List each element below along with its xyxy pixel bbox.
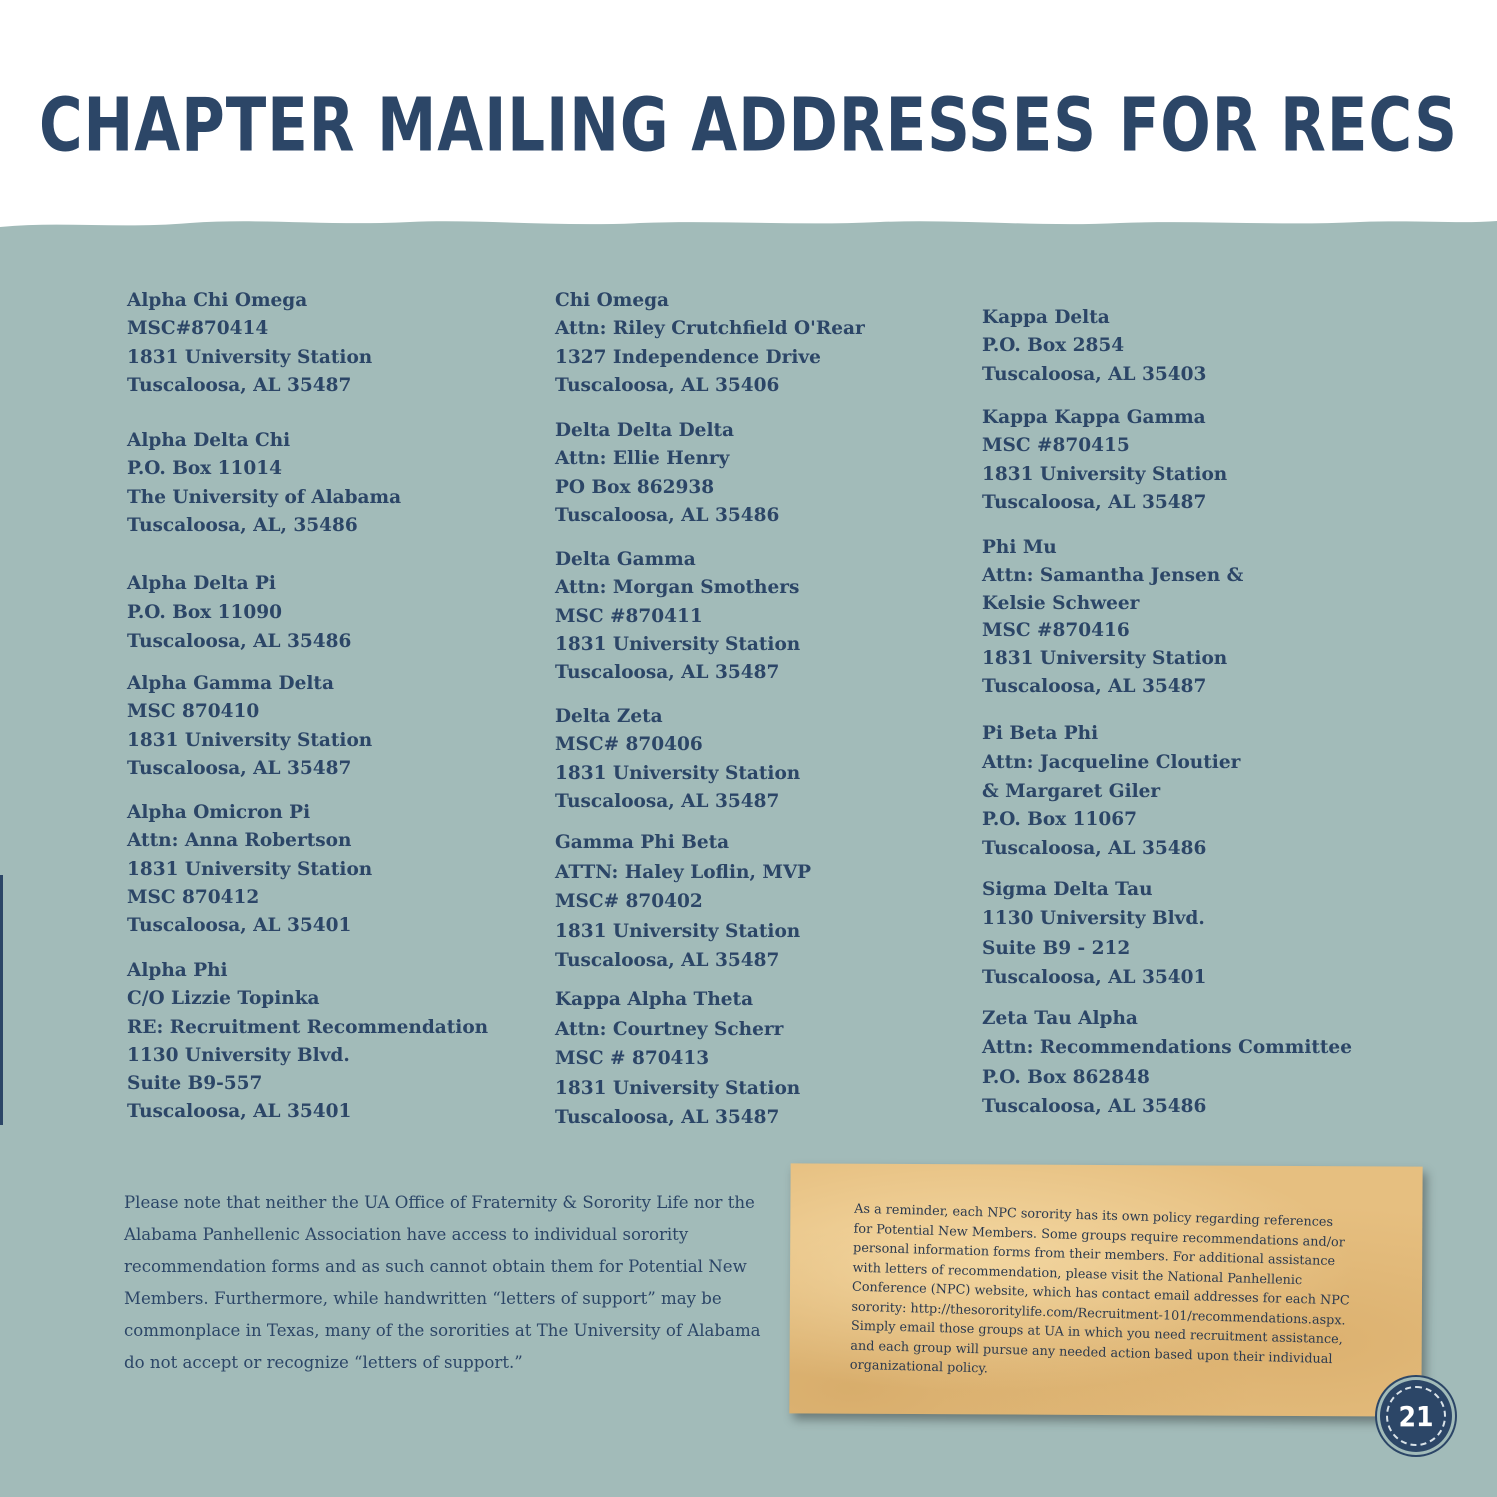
address-entry (127, 799, 372, 940)
address-entry (982, 304, 1206, 389)
address-line: Tuscaloosa, AL 35487 (555, 950, 780, 971)
address-line: Tuscaloosa, AL 35401 (127, 1101, 352, 1123)
address-line: 1831 University Station (555, 762, 801, 784)
address-line: P.O. Box 11014 (127, 458, 283, 480)
address-line: 1327 Independence Drive (555, 346, 821, 368)
address-line: C/O Lizzie Topinka (127, 988, 320, 1010)
page-number: 21 (1398, 1399, 1434, 1433)
address-line: MSC #870416 (982, 620, 1130, 642)
address-line: Tuscaloosa, AL 35487 (127, 374, 352, 396)
address-entry (555, 828, 811, 976)
address-line: 1831 University Station (555, 1077, 801, 1099)
address-line: Tuscaloosa, AL 35403 (982, 363, 1207, 385)
address-line: 1831 University Station (555, 920, 801, 942)
address-line: 1130 University Blvd. (982, 908, 1205, 930)
address-line: Kappa Kappa Gamma (982, 407, 1206, 428)
address-line: 1831 University Station (982, 648, 1228, 670)
address-line: ATTN: Haley Loflin, MVP (555, 861, 812, 883)
address-line: Tuscaloosa, AL 35487 (555, 662, 780, 684)
address-line: 1130 University Blvd. (127, 1044, 350, 1066)
reminder-paper-card (789, 1163, 1422, 1416)
address-entry (982, 534, 1243, 701)
address-line: Pi Beta Phi (982, 723, 1099, 744)
address-entry (982, 720, 1240, 864)
torn-edge-divider (0, 205, 1497, 245)
address-line: Suite B9 - 212 (982, 937, 1131, 959)
address-line: 1831 University Station (127, 858, 373, 880)
address-line: Phi Mu (982, 537, 1057, 558)
address-line: Attn: Recommendations Committee (982, 1037, 1352, 1059)
address-line: Delta Zeta (555, 706, 663, 727)
address-line: Sigma Delta Tau (982, 879, 1153, 900)
address-line: Attn: Ellie Henry (555, 448, 730, 470)
address-line: Alpha Chi Omega (127, 290, 308, 311)
address-line: Kappa Delta (982, 307, 1110, 328)
address-entry (982, 404, 1227, 517)
reminder-text: As a reminder, each NPC sorority has its own policy regarding references for Potential New Members. Some groups require recommendations and/or personal information forms from their members. For additional assistance with letters of recommendation, please visit the National Panhellenic Conference (NPC) website, which has contact email addresses for each NPC sorority: http://thesororitylife.com/Recruitment-101/recommendations.aspx. Simply email those groups at UA in which you need recruitment assistance, and each group will pursue any needed action based upon their individual organizational policy. (849, 1201, 1350, 1377)
address-line: Alpha Delta Chi (127, 430, 291, 451)
address-entry (555, 417, 779, 530)
address-line: P.O. Box 11090 (127, 602, 283, 623)
address-line: Attn: Jacqueline Cloutier (982, 751, 1241, 773)
address-entry (127, 670, 372, 783)
address-line: Attn: Riley Crutchfield O'Rear (555, 318, 865, 340)
address-line: Tuscaloosa, AL 35401 (982, 966, 1207, 988)
address-entry (127, 427, 401, 540)
address-line: Attn: Morgan Smothers (555, 577, 800, 599)
address-entry (127, 287, 372, 400)
address-entry (127, 957, 488, 1127)
address-line: MSC# 870402 (555, 891, 703, 912)
address-line: P.O. Box 2854 (982, 335, 1125, 357)
address-line: Tuscaloosa, AL 35486 (555, 504, 780, 526)
address-line: MSC #870415 (982, 435, 1130, 457)
address-line: Tuscaloosa, AL 35487 (127, 757, 352, 779)
address-line: Attn: Anna Robertson (127, 830, 352, 852)
address-line: Alpha Gamma Delta (127, 673, 334, 694)
address-line: Tuscaloosa, AL 35487 (555, 1107, 780, 1128)
address-line: PO Box 862938 (555, 476, 715, 498)
address-line: Suite B9-557 (127, 1073, 263, 1095)
address-line: Alpha Delta Pi (127, 573, 276, 594)
address-line: MSC# 870406 (555, 734, 703, 756)
address-entry (982, 1004, 1352, 1121)
address-line: MSC # 870413 (555, 1048, 710, 1069)
address-line: The University of Alabama (127, 486, 402, 508)
address-line: 1831 University Station (127, 729, 373, 751)
address-line: 1831 University Station (982, 463, 1228, 485)
address-line: Kappa Alpha Theta (555, 989, 754, 1010)
address-line: Gamma Phi Beta (555, 832, 730, 853)
address-line: Kelsie Schweer (982, 592, 1140, 614)
left-edge-strip (0, 875, 3, 1125)
address-line: Tuscaloosa, AL 35487 (555, 790, 780, 812)
address-line: Alpha Omicron Pi (127, 802, 311, 823)
address-line: Delta Gamma (555, 549, 696, 570)
address-entry (555, 985, 800, 1133)
address-line: MSC#870414 (127, 318, 269, 340)
address-entry (982, 875, 1206, 992)
address-line: Tuscaloosa, AL 35487 (982, 675, 1207, 697)
disclaimer-note: Please note that neither the UA Office of Fraternity & Sorority Life nor the Alabama Panhellenic Association have access to individual sorority recommendation forms and as such cannot obtain them for Potential New Members. Furthermore, while handwritten “letters of support” may be commonplace in Texas, many of the sororities at The University of Alabama do not accept or recognize “letters of support.” (124, 1193, 761, 1372)
address-entry (555, 287, 865, 400)
address-line: MSC 870412 (127, 886, 260, 908)
address-line: Tuscaloosa, AL 35486 (127, 631, 352, 652)
address-line: Attn: Samantha Jensen & (982, 564, 1244, 586)
address-line: & Margaret Giler (982, 780, 1161, 802)
address-line: MSC 870410 (127, 701, 260, 723)
page-number-badge (1380, 1380, 1452, 1452)
address-line: Attn: Courtney Scherr (555, 1018, 784, 1040)
address-line: MSC #870411 (555, 605, 703, 627)
address-line: 1831 University Station (555, 633, 801, 655)
address-entry (555, 546, 800, 687)
page-title: CHAPTER MAILING ADDRESSES FOR RECS (38, 82, 1459, 169)
address-line: Tuscaloosa, AL 35486 (982, 1095, 1207, 1117)
address-entry (127, 569, 351, 656)
address-line: Tuscaloosa, AL, 35486 (127, 514, 358, 536)
address-line: Delta Delta Delta (555, 420, 735, 441)
address-line: P.O. Box 862848 (982, 1066, 1150, 1088)
address-line: RE: Recruitment Recommendation (127, 1016, 489, 1038)
address-line: Tuscaloosa, AL 35401 (127, 915, 352, 937)
address-line: Tuscaloosa, AL 35406 (555, 374, 780, 396)
address-line: Chi Omega (555, 290, 670, 311)
address-line: Tuscaloosa, AL 35486 (982, 838, 1207, 860)
address-line: Tuscaloosa, AL 35487 (982, 491, 1207, 513)
address-line: Alpha Phi (127, 960, 228, 981)
address-line: Zeta Tau Alpha (982, 1008, 1138, 1029)
address-line: 1831 University Station (127, 346, 373, 368)
address-line: P.O. Box 11067 (982, 809, 1138, 831)
address-entry (555, 703, 800, 816)
